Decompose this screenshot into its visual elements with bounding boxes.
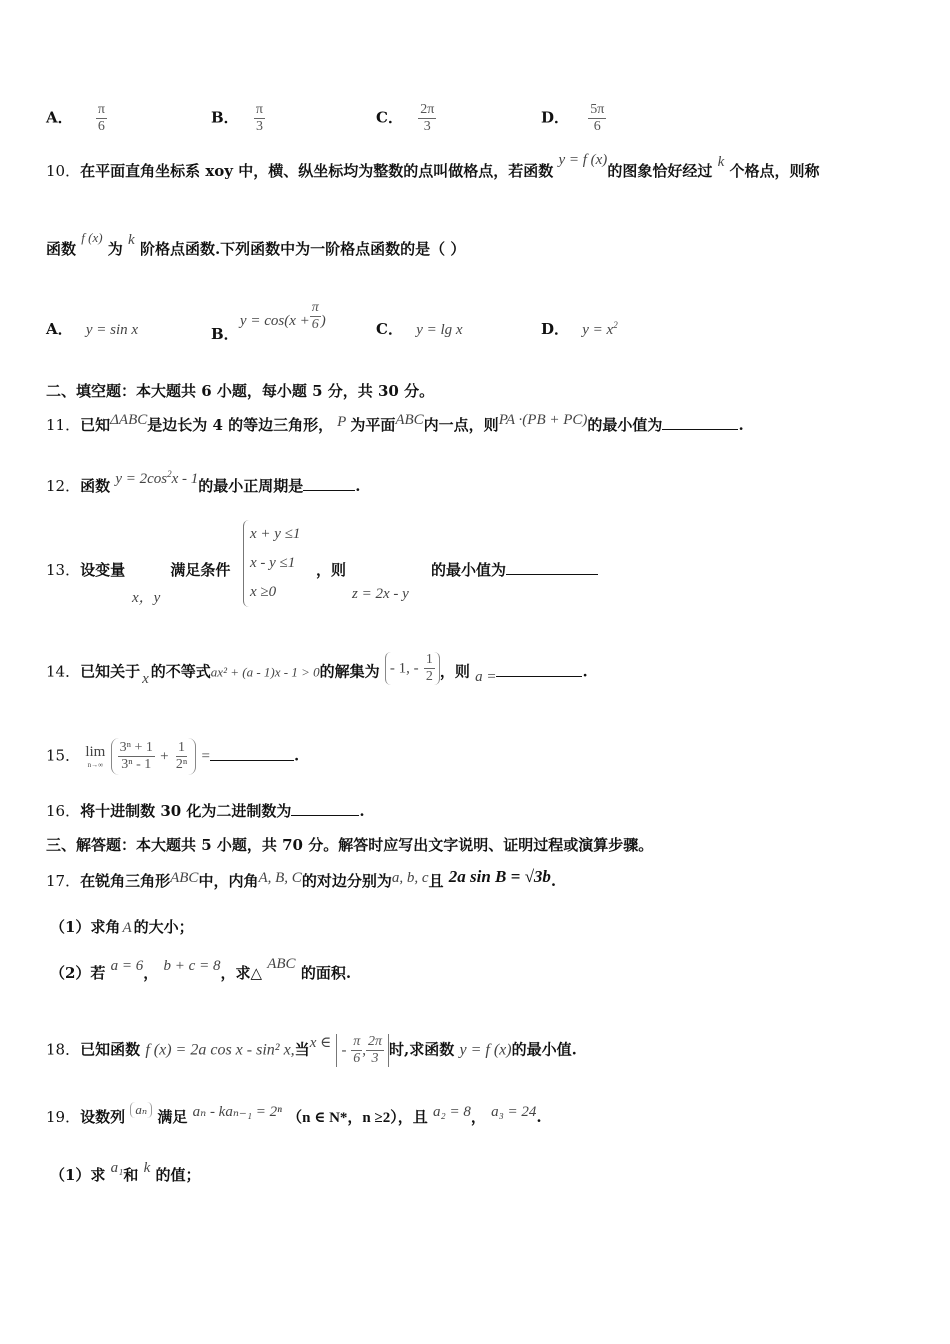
q10-fx: f (x) [81, 230, 103, 245]
q9-option-b-fraction [254, 102, 265, 135]
q9-a-den: 6 [97, 119, 105, 135]
q19-p1-and: 和 [123, 1166, 139, 1184]
q18-comma: , [362, 1042, 366, 1059]
q11-triangle: ΔABC [110, 412, 148, 428]
q15-eq: = [201, 748, 210, 765]
q18-dom-b-den: 3 [371, 1051, 379, 1067]
q17-t4: 且 [428, 872, 444, 890]
q17-angles: A, B, C [258, 870, 302, 886]
q11-abc: ABC [395, 412, 424, 428]
q11-t5: 的最小值为 [587, 416, 663, 434]
q19-a3: a₃ = 24 [491, 1104, 537, 1120]
q10-option-d-exp: 2 [613, 320, 618, 330]
q15-fraction-2 [174, 740, 189, 773]
q19-rel: aₙ - kaₙ₋₁ = 2ⁿ [192, 1104, 282, 1120]
q14-x: x [142, 670, 149, 687]
q17-number: 17． [46, 872, 81, 890]
section2-heading: 二、填空题：本大题共 6 小题，每小题 5 分，共 30 分。 [46, 382, 435, 400]
q18-dom-a-den: 6 [353, 1051, 361, 1067]
q17-p1-a: A [122, 920, 132, 936]
q12-expr-exp: 2 [167, 469, 172, 479]
q18-domain-b [366, 1034, 384, 1067]
q19-number: 19． [46, 1108, 81, 1126]
q17-t1: 在锐角三角形 [80, 872, 171, 890]
q9-option-a-fraction [96, 102, 107, 135]
q10-option-c-expr: y = lg x [416, 322, 463, 338]
q14-a: a = [475, 668, 497, 685]
q18-dom-a-num: π [351, 1034, 362, 1051]
q17-p2-sep: ， [143, 964, 159, 982]
q11-answer-blank[interactable] [662, 415, 738, 430]
q11 [46, 414, 920, 435]
q17-sides: a, b, c [391, 870, 429, 886]
q15-plus: + [160, 748, 169, 765]
q15-f1-den: 3ⁿ - 1 [121, 757, 152, 773]
q17-t2: 中，内角 [198, 872, 259, 890]
q10-option-b-pre: y = cos(x + [239, 312, 310, 329]
q15 [46, 738, 920, 775]
q14-set-fraction [424, 652, 435, 685]
q15-lim: lim [85, 744, 106, 761]
q18-number: 18． [46, 1040, 81, 1059]
q12-t1: 函数 [80, 477, 111, 495]
q17-p2-abc: ABC [267, 956, 296, 972]
q12-t2: 的最小正周期是 [198, 477, 304, 495]
q10-option-c [376, 318, 463, 339]
q19 [46, 1102, 920, 1127]
q18-func: f (x) = 2a cos x - sin² x, [145, 1041, 295, 1059]
q9-b-num: π [254, 102, 265, 119]
q11-t2: 是边长为 4 的等边三角形， [147, 416, 334, 434]
q10-line1 [46, 152, 920, 181]
q18-t4: 的最小值. [511, 1040, 577, 1059]
q10-option-a-label: A． [46, 320, 73, 338]
q9-option-a-label: A． [46, 108, 73, 127]
q19-part1 [50, 1160, 920, 1185]
q10-option-a-expr: y = sin x [85, 322, 139, 338]
q11-t3: 为平面 [350, 416, 396, 434]
q9-c-den: 3 [423, 119, 431, 135]
q14-set [385, 652, 440, 685]
q12-number: 12． [46, 477, 81, 495]
q16-end: . [359, 802, 365, 820]
q13-constraint-3: x ≥0 [250, 584, 277, 600]
q18-dom-pre: x ∈ [309, 1034, 332, 1051]
q17-part1 [50, 916, 920, 937]
q15-answer-blank[interactable] [210, 746, 294, 761]
q13-vars: x，y [132, 590, 161, 606]
q19-t1: 设数列 [80, 1108, 126, 1126]
q19-seq: aₙ [130, 1102, 152, 1118]
q9-option-b-label: B． [211, 108, 239, 127]
q18-t3: 时,求函数 [389, 1040, 455, 1059]
q9-option-c-label: C． [376, 108, 403, 127]
q18-dom-b-num: 2π [366, 1034, 384, 1051]
q10-option-b-label: B． [211, 324, 239, 343]
q17-cond: 2a sin B = √3b [448, 867, 551, 886]
q15-end: . [293, 746, 300, 765]
q13-t2: 满足条件 [170, 561, 231, 579]
q9-d-den: 6 [593, 119, 601, 135]
q13-tail [431, 559, 920, 580]
q10-number: 10． [46, 162, 81, 180]
q10-b-den: 6 [311, 317, 319, 333]
q18-domain-a [351, 1034, 362, 1067]
q18-y: y = f (x) [459, 1041, 512, 1059]
q19-sep: ， [470, 1108, 486, 1126]
q16-number: 16． [46, 802, 81, 820]
q11-expr: PA ·(PB + PC) [498, 412, 588, 428]
q12-answer-blank[interactable] [303, 476, 355, 491]
q19-t2: 满足 [157, 1108, 188, 1126]
q14-end: . [582, 662, 588, 681]
q9-c-num: 2π [418, 102, 436, 119]
q12-end: . [355, 477, 361, 495]
q13-number: 13． [46, 561, 81, 579]
q18-minus: - [341, 1042, 347, 1059]
q10-option-b [211, 300, 326, 343]
q10-k: k [717, 154, 725, 170]
q10-line2 [46, 230, 920, 259]
q16-answer-blank[interactable] [291, 801, 359, 816]
q10-option-b-fraction [310, 300, 321, 333]
q17-part2 [50, 956, 920, 983]
q12-expr-post: x - 1 [171, 471, 199, 487]
q10-func: y = f (x) [558, 152, 608, 168]
q10-option-a [46, 318, 138, 339]
q17-p2-bc: b + c = 8 [163, 958, 221, 974]
q17-end: . [550, 872, 557, 890]
q10-option-c-label: C． [376, 320, 403, 338]
q10-text5: 为 [107, 240, 123, 258]
q17-p2: （2）若 [50, 964, 106, 982]
q11-number: 11． [46, 416, 81, 434]
q9-option-b [211, 102, 265, 135]
q14-t1: 已知关于 [80, 662, 141, 681]
q18 [46, 1034, 920, 1067]
q9-b-den: 3 [255, 119, 263, 135]
q15-limit [85, 744, 105, 769]
q9-option-d [541, 102, 606, 135]
q18-domain [336, 1034, 389, 1067]
q9-option-a [46, 102, 107, 135]
q19-p1: （1）求 [50, 1166, 106, 1184]
q15-f2-den: 2ⁿ [175, 757, 188, 773]
q17-t3: 的对边分别为 [301, 872, 392, 890]
q9-d-num: 5π [588, 102, 606, 119]
q13-t1: 设变量 [80, 561, 126, 579]
q14-set-den: 2 [425, 669, 433, 685]
q15-lim-sub: n→∞ [87, 761, 104, 770]
q18-t1: 已知函数 [80, 1040, 141, 1059]
q13-answer-blank[interactable] [506, 560, 598, 575]
q17-p1-end: 的大小； [133, 918, 194, 936]
q10-text1: 在平面直角坐标系 xoy 中，横、纵坐标均为整数的点叫做格点，若函数 [80, 162, 554, 180]
q13-constraint-2: x - y ≤1 [250, 555, 296, 571]
q13-z: z = 2x - y [352, 586, 409, 602]
q10-option-d-expr: y = x [582, 322, 614, 338]
q11-end: . [738, 416, 744, 434]
q19-p1-end: 的值； [155, 1166, 201, 1184]
q10-option-b-post: ) [320, 312, 326, 329]
q10-text2: 的图象恰好经过 [607, 162, 713, 180]
q14-t4: ，则 [439, 662, 470, 681]
q19-p1-a1: a₁ [110, 1160, 124, 1176]
q9-a-num: π [96, 102, 107, 119]
q18-t2: 当 [294, 1040, 310, 1059]
q17-abc: ABC [170, 870, 199, 886]
q19-end: . [536, 1108, 542, 1126]
q10-text6: 阶格点函数.下列函数中为一阶格点函数的是（ ） [139, 240, 466, 258]
q13-then: ，则 [316, 561, 347, 579]
q10-b-num: π [310, 300, 321, 317]
q10-option-d-label: D． [541, 320, 570, 338]
q14-t2: 的不等式 [150, 662, 211, 681]
q9-option-c-fraction [418, 102, 436, 135]
q15-f1-num: 3ⁿ + 1 [118, 740, 155, 757]
q11-t1: 已知 [80, 416, 111, 434]
q16 [46, 800, 920, 821]
q17 [46, 867, 920, 891]
q10-option-d [541, 318, 618, 339]
q19-a2: a₂ = 8 [432, 1104, 471, 1120]
q17-p2-end: 的面积. [300, 964, 352, 982]
q14-ineq: ax² + (a - 1)x - 1 > 0 [210, 664, 320, 680]
q9-option-d-label: D． [541, 108, 570, 127]
q15-number: 15． [46, 746, 81, 765]
q17-p2-t: ，求△ [220, 964, 262, 982]
q14-t3: 的解集为 [319, 662, 380, 681]
q11-t4: 内一点，则 [423, 416, 499, 434]
q9-option-c [376, 102, 436, 135]
q14-answer-blank[interactable] [496, 662, 582, 677]
q14-set-num: 1 [424, 652, 435, 669]
q15-bracket [111, 738, 197, 775]
q15-fraction-1 [118, 740, 155, 773]
q14-set-pre: - 1, - [389, 660, 419, 677]
q9-option-d-fraction [588, 102, 606, 135]
q12-expr [115, 469, 198, 487]
q10-k2: k [128, 232, 135, 248]
q19-p1-k: k [143, 1160, 151, 1176]
q14 [46, 652, 920, 689]
q13-t4: 的最小值为 [431, 561, 507, 579]
q16-text: 将十进制数 30 化为二进制数为 [80, 802, 292, 820]
q13-constraint-1: x + y ≤1 [250, 526, 301, 542]
q12-expr-pre: y = 2cos [115, 471, 168, 487]
q17-p1: （1）求角 [50, 918, 121, 936]
q10-text3: 个格点，则称 [729, 162, 820, 180]
q14-number: 14． [46, 662, 81, 681]
q19-cond: （n ∈ N*，n ≥2），且 [287, 1110, 428, 1126]
q10-text4: 函数 [46, 240, 77, 258]
q12 [46, 469, 920, 496]
q17-p2-a: a = 6 [110, 958, 144, 974]
q13-constraints [243, 520, 300, 607]
q15-f2-num: 1 [176, 740, 187, 757]
section3-heading: 三、解答题：本大题共 5 小题，共 70 分。解答时应写出文字说明、证明过程或演算步骤。 [46, 836, 654, 854]
q11-p: P [337, 414, 347, 430]
